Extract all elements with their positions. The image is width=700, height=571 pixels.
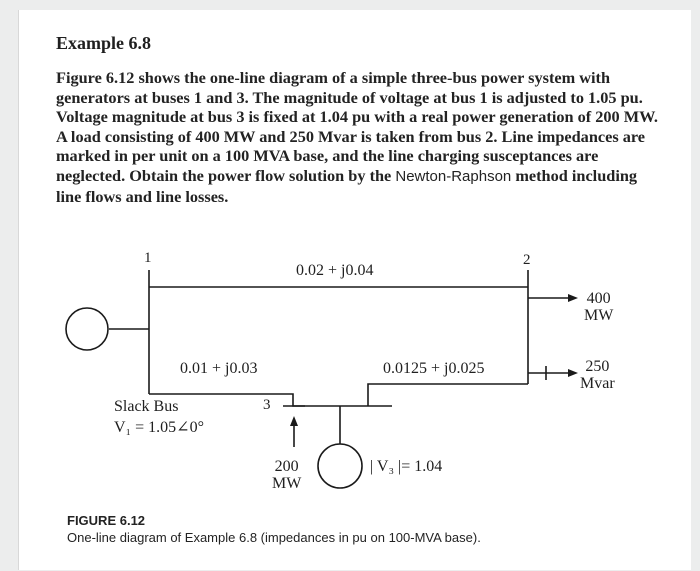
- slack-bus-voltage: V₁ = 1.05∠0°: [114, 419, 204, 436]
- load-p-unit: MW: [584, 307, 614, 324]
- load-q-value: 250: [585, 358, 610, 375]
- load-p-label: [584, 290, 613, 324]
- line-2-3: [368, 384, 528, 406]
- line-2-3-impedance: 0.0125 + j0.025: [383, 360, 485, 377]
- gen3-arrowhead: [290, 416, 298, 426]
- load-q-arrowhead: [568, 369, 578, 377]
- line-1-3-impedance: 0.01 + j0.03: [180, 360, 258, 377]
- load-p-value: 400: [586, 290, 611, 307]
- load-q-unit: Mvar: [580, 375, 615, 392]
- paragraph-end-text: method including line flows and line losses.: [56, 165, 638, 206]
- bus-2-number: 2: [523, 252, 531, 268]
- bus-3-voltage: | V₃ |= 1.04: [370, 458, 443, 475]
- bus-1-number: 1: [144, 250, 152, 266]
- figure-caption: One-line diagram of Example 6.8 (impedances in pu on 100-MVA base).: [67, 530, 481, 545]
- gen3-power-unit: MW: [272, 475, 302, 492]
- bus-3-number: 3: [263, 397, 271, 413]
- example-title: Example 6.8: [56, 33, 152, 53]
- load-q-label: [580, 358, 615, 392]
- load-p-arrowhead: [568, 294, 578, 302]
- figure-label: FIGURE 6.12: [67, 513, 146, 528]
- gen3-power-value: 200: [274, 458, 299, 475]
- generator-3-symbol: [318, 444, 362, 488]
- paragraph-method-text: Newton-Raphson: [395, 167, 512, 185]
- slack-bus-label: Slack Bus: [114, 398, 179, 415]
- line-1-2-impedance: 0.02 + j0.04: [296, 262, 374, 279]
- generator-1-symbol: [66, 308, 108, 350]
- paragraph-main-text: Figure 6.12 shows the one-line diagram of a simple three-bus power system with generators at buses 1 and 3. The magnitude of voltage at bus 1 is adjusted to 1.05 pu. Voltage magnitude at bus 3 is fixed at 1.04 pu with a real power generation of 200 MW. A load consisting of 400 MW and 250 Mvar is taken from bus 2. Line impedances are marked in per unit on a 100 MVA base, and the line charging susceptances are neglected. Obtain the power flow solution by the: [56, 68, 658, 185]
- gen3-power-label: [272, 458, 301, 492]
